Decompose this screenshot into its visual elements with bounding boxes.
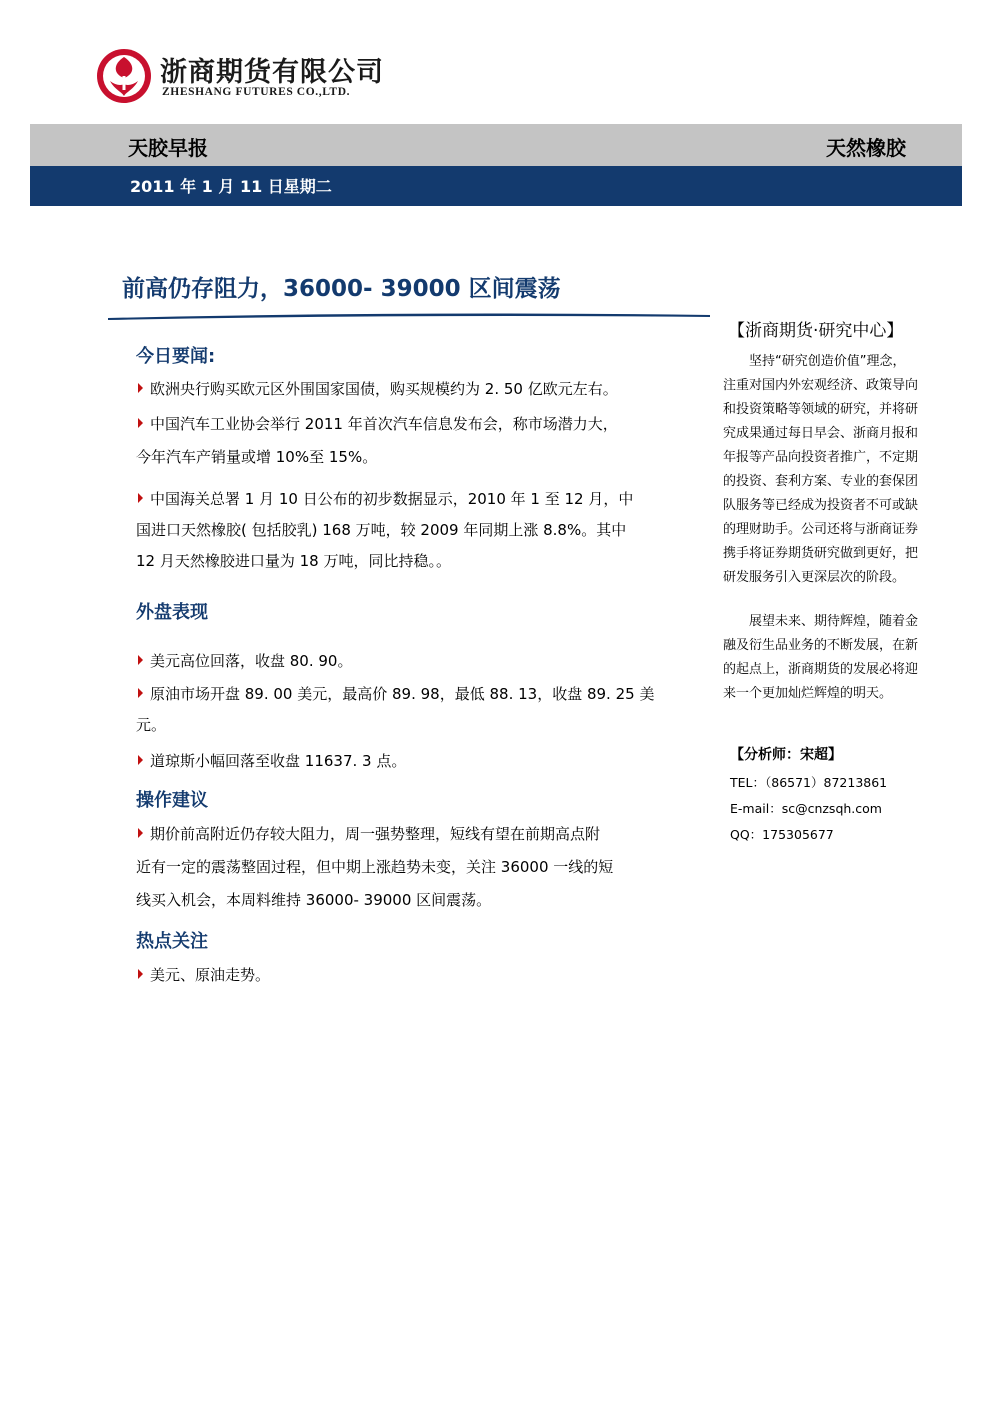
bullet-icon [138, 493, 143, 503]
headline: 前高仍存阻力，36000- 39000 区间震荡 [122, 276, 561, 302]
bullet-icon [138, 688, 143, 698]
analyst-heading: 【分析师：宋超】 [730, 747, 842, 763]
bullet-icon [138, 755, 143, 765]
advice-paragraph: 期价前高附近仍存较大阻力，周一强势整理，短线有望在前期高点附 近有一定的震荡整固过程，但中期上涨趋势未变，关注 36000 一线的短 线买入机会，本周料维持 36000- 39000 区间震荡。 [136, 825, 614, 909]
news-item: 中国汽车工业协会举行 2011 年首次汽车信息发布会，称市场潜力大， 今年汽车产销量或增 10%至 15%。 [136, 415, 618, 466]
contact-phone: TEL：（86571）87213861 [730, 775, 888, 790]
report-category: 天然橡胶 [826, 136, 906, 160]
logo-company-name-en: ZHESHANG FUTURES CO.,LTD. [162, 86, 351, 98]
section-title-news: 今日要闻: [136, 346, 216, 367]
company-logo-icon [96, 48, 152, 104]
report-name: 天胶早报 [128, 136, 208, 160]
news-item: 中国海关总署 1 月 10 日公布的初步数据显示，2010 年 1 至 12 月，中 国进口天然橡胶( 包括胶乳) 168 万吨，较 2009 年同期上涨 8.8%。其中 12 月天然橡胶进口量为 18 万吨，同比持稳。。 [136, 490, 634, 570]
contact-email: E-mail：sc@cnzsqh.com [730, 801, 882, 816]
section-title-advice: 操作建议 [136, 790, 208, 811]
headline-underline [108, 312, 710, 320]
report-date: 2011 年 1 月 11 日星期二 [130, 177, 332, 196]
section-title-focus: 热点关注 [136, 931, 208, 952]
company-logo [96, 44, 386, 104]
bullet-icon [138, 655, 143, 665]
report-date-band [30, 166, 962, 206]
bullet-icon [138, 969, 143, 979]
sidebar-heading: 【浙商期货·研究中心】 [728, 321, 904, 341]
bullet-icon [138, 418, 143, 428]
bullet-icon [138, 383, 143, 393]
sidebar-outlook: 展望未来、期待辉煌，随着金 融及衍生品业务的不断发展，在新 的起点上，浙商期货的发展必将迎 来一个更加灿烂辉煌的明天。 [723, 614, 919, 701]
market-item: 原油市场开盘 89. 00 美元，最高价 89. 98，最低 88. 13，收盘 89. 25 美 元。 [136, 685, 655, 734]
bullet-icon [138, 828, 143, 838]
market-item: 美元高位回落，收盘 80. 90。 [136, 652, 684, 670]
section-title-overseas: 外盘表现 [136, 602, 208, 623]
contact-qq: QQ：175305677 [730, 827, 834, 842]
news-item: 欧洲央行购买欧元区外围国家国债，购买规模约为 2. 50 亿欧元左右。 [136, 380, 684, 398]
report-title-band [30, 124, 962, 166]
sidebar-intro: 坚持“研究创造价值”理念， 注重对国内外宏观经济、政策导向 和投资策略等领域的研究，并将研 究成果通过每日早会、浙商月报和 年报等产品向投资者推广，不定期 的投资、套利方案、专业的套保团 队服务等已经成为投资者不可或缺 的理财助手。公司还将与浙商证券 携手将证券期货研究做到更好，把 研发服务引入更深层次的阶段。 [723, 354, 919, 585]
logo-company-name-cn: 浙商期货有限公司 [160, 57, 384, 88]
focus-item: 美元、原油走势。 [136, 966, 684, 984]
market-item: 道琼斯小幅回落至收盘 11637. 3 点。 [136, 752, 684, 770]
